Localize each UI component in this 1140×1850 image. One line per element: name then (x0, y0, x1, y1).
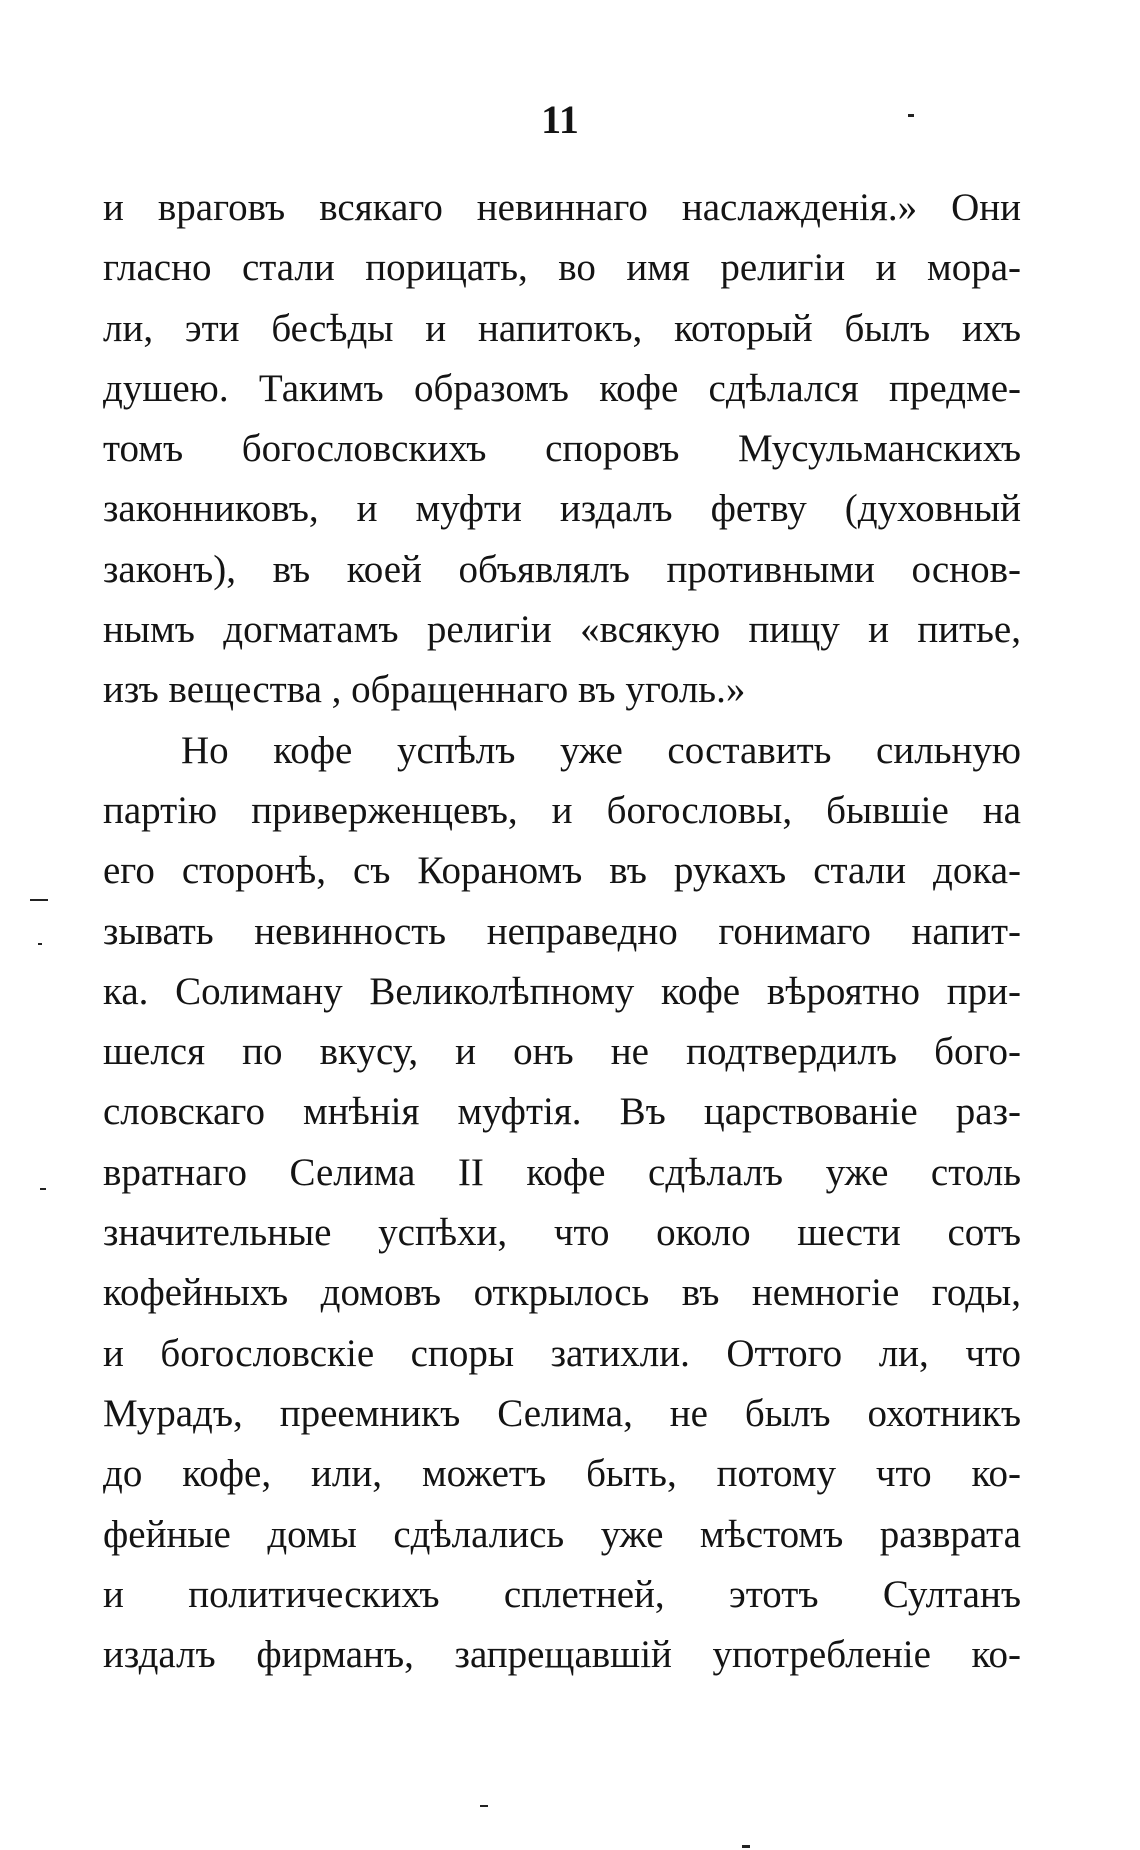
bottom-mark (742, 1845, 750, 1848)
text-line: его сторонѣ, съ Кораномъ въ рукахъ стали дока- (103, 849, 1021, 893)
text-line: значительные успѣхи, что около шести сотъ (103, 1211, 1021, 1255)
text-line: и политическихъ сплетней, этотъ Султанъ (103, 1572, 1021, 1616)
top-right-mark (908, 114, 914, 117)
paragraph-last-line: изъ вещества , обращеннаго въ уголь.» (103, 668, 746, 712)
body-text (103, 178, 1021, 1685)
text-line: фейные домы сдѣлались уже мѣстомъ разврата (103, 1512, 1021, 1556)
paragraph-first-line: Но кофе успѣлъ уже составить сильную (181, 728, 1021, 772)
margin-mark (38, 943, 42, 945)
text-line: кофейныхъ домовъ открылось въ немногіе годы, (103, 1271, 1021, 1315)
text-line: ка. Солиману Великолѣпному кофе вѣроятно при- (103, 969, 1021, 1013)
text-line: и враговъ всякаго невиннаго наслажденія.» Они (103, 186, 1021, 229)
page-number: 11 (541, 97, 579, 142)
text-line: Мурадъ, преемникъ Селима, не былъ охотникъ (103, 1391, 1021, 1435)
margin-mark (40, 1188, 46, 1190)
bottom-mark (480, 1805, 488, 1807)
text-line: законъ), въ коей объявлялъ противными основ- (103, 547, 1021, 591)
text-line: ли, эти бесѣды и напитокъ, который былъ ихъ (103, 306, 1021, 350)
text-line: нымъ догматамъ религіи «всякую пищу и питье, (103, 608, 1021, 652)
text-line: душею. Такимъ образомъ кофе сдѣлался предме- (103, 366, 1021, 410)
text-line: до кофе, или, можетъ быть, потому что ко- (103, 1452, 1021, 1496)
text-line: словскаго мнѣнія муфтія. Въ царствованіе раз- (103, 1090, 1021, 1134)
text-line: законниковъ, и муфти издалъ фетву (духовный (103, 487, 1021, 531)
text-line: зывать невинность неправедно гонимаго напит- (103, 909, 1021, 953)
text-line: шелся по вкусу, и онъ не подтвердилъ бого- (103, 1030, 1021, 1074)
text-line: издалъ фирманъ, запрещавшій употребленіе ко- (103, 1633, 1021, 1677)
margin-mark (30, 899, 48, 901)
text-line: гласно стали порицать, во имя религіи и мора- (103, 246, 1021, 290)
text-line: партію приверженцевъ, и богословы, бывшіе на (103, 788, 1021, 832)
text-line: вратнаго Селима II кофе сдѣлалъ уже столь (103, 1150, 1021, 1194)
text-line: и богословскіе споры затихли. Оттого ли, что (103, 1331, 1021, 1375)
text-line: томъ богословскихъ споровъ Мусульманскихъ (103, 427, 1021, 471)
